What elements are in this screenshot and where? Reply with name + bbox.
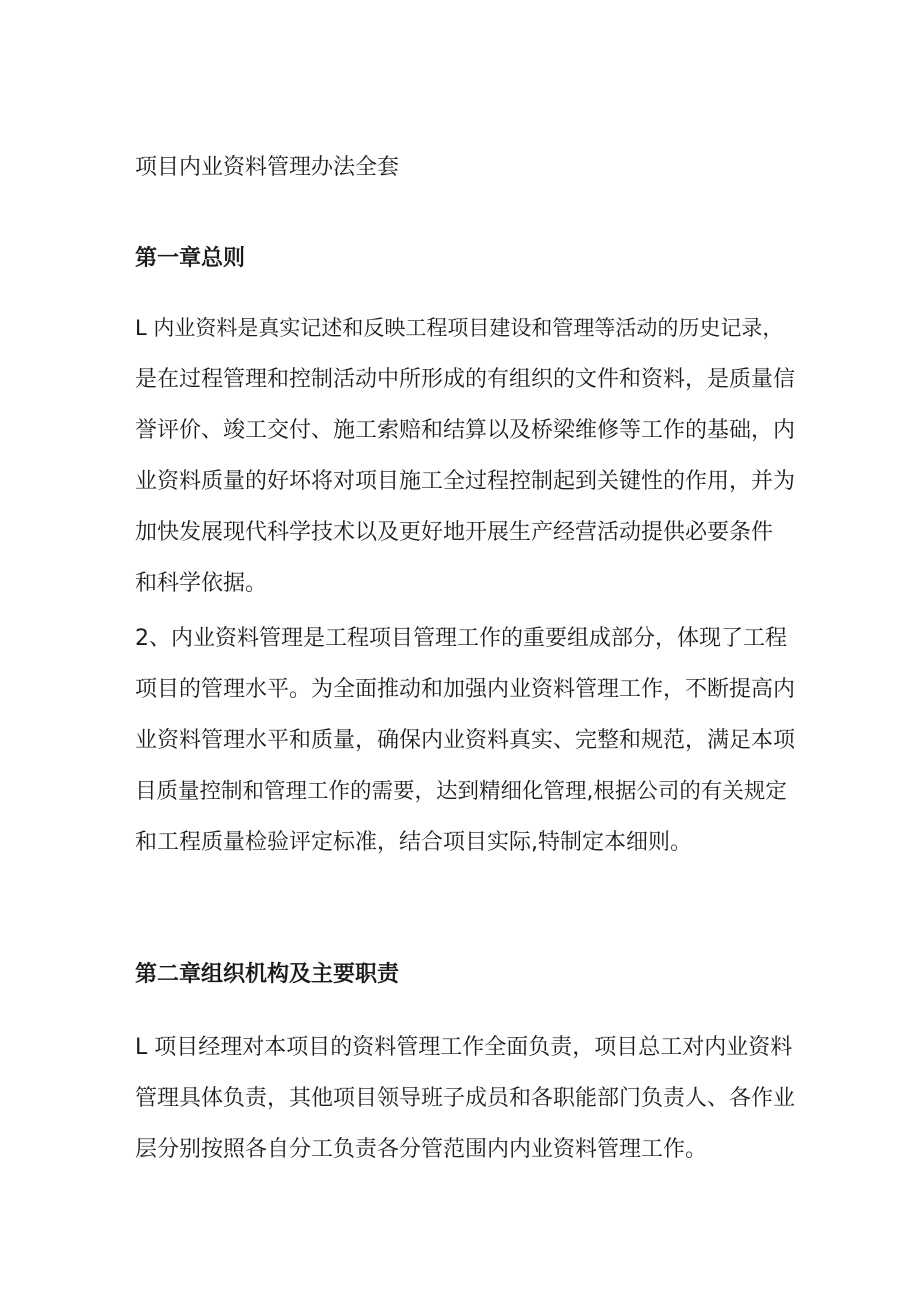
paragraph-line: 誉评价、竣工交付、施工索赔和结算以及桥梁维修等工作的基础，内 (135, 418, 796, 443)
chapter-2-paragraph-1 (135, 1022, 795, 1175)
paragraph-line: 业资料质量的好坏将对项目施工全过程控制起到关键性的作用，并为 (135, 469, 796, 494)
paragraph-line: 业资料管理水平和质量，确保内业资料真实、完整和规范，满足本项 (135, 728, 796, 753)
paragraph-line: 和科学依据。 (135, 571, 268, 596)
chapter-1-paragraph-1 (135, 303, 795, 609)
paragraph-line: 是在过程管理和控制活动中所形成的有组织的文件和资料，是质量信 (135, 367, 796, 392)
paragraph-line: 2、内业资料管理是工程项目管理工作的重要组成部分，体现了工程 (135, 626, 787, 651)
chapter-1-paragraph-2 (135, 613, 795, 868)
paragraph-line: 管理具体负责，其他项目领导班子成员和各职能部门负责人、各作业 (135, 1086, 796, 1111)
paragraph-line: 加快发展现代科学技术以及更好地开展生产经营活动提供必要条件 (135, 520, 774, 545)
paragraph-line: L 内业资料是真实记述和反映工程项目建设和管理等活动的历史记录， (135, 316, 784, 340)
paragraph-line: 层分别按照各自分工负责各分管范围内内业资料管理工作。 (135, 1137, 708, 1162)
paragraph-line: 项目的管理水平。为全面推动和加强内业资料管理工作，不断提高内 (135, 677, 796, 702)
paragraph-line: 目质量控制和管理工作的需要，达到精细化管理,根据公司的有关规定 (135, 779, 787, 804)
paragraph-line: L 项目经理对本项目的资料管理工作全面负责，项目总工对内业资料 (135, 1035, 793, 1060)
document-title: 项目内业资料管理办法全套 (135, 155, 400, 180)
paragraph-line: 和工程质量检验评定标准，结合项目实际,特制定本细则。 (135, 830, 692, 855)
chapter-1-heading: 第一章总则 (135, 246, 246, 271)
chapter-2-heading: 第二章组织机构及主要职责 (135, 962, 400, 987)
